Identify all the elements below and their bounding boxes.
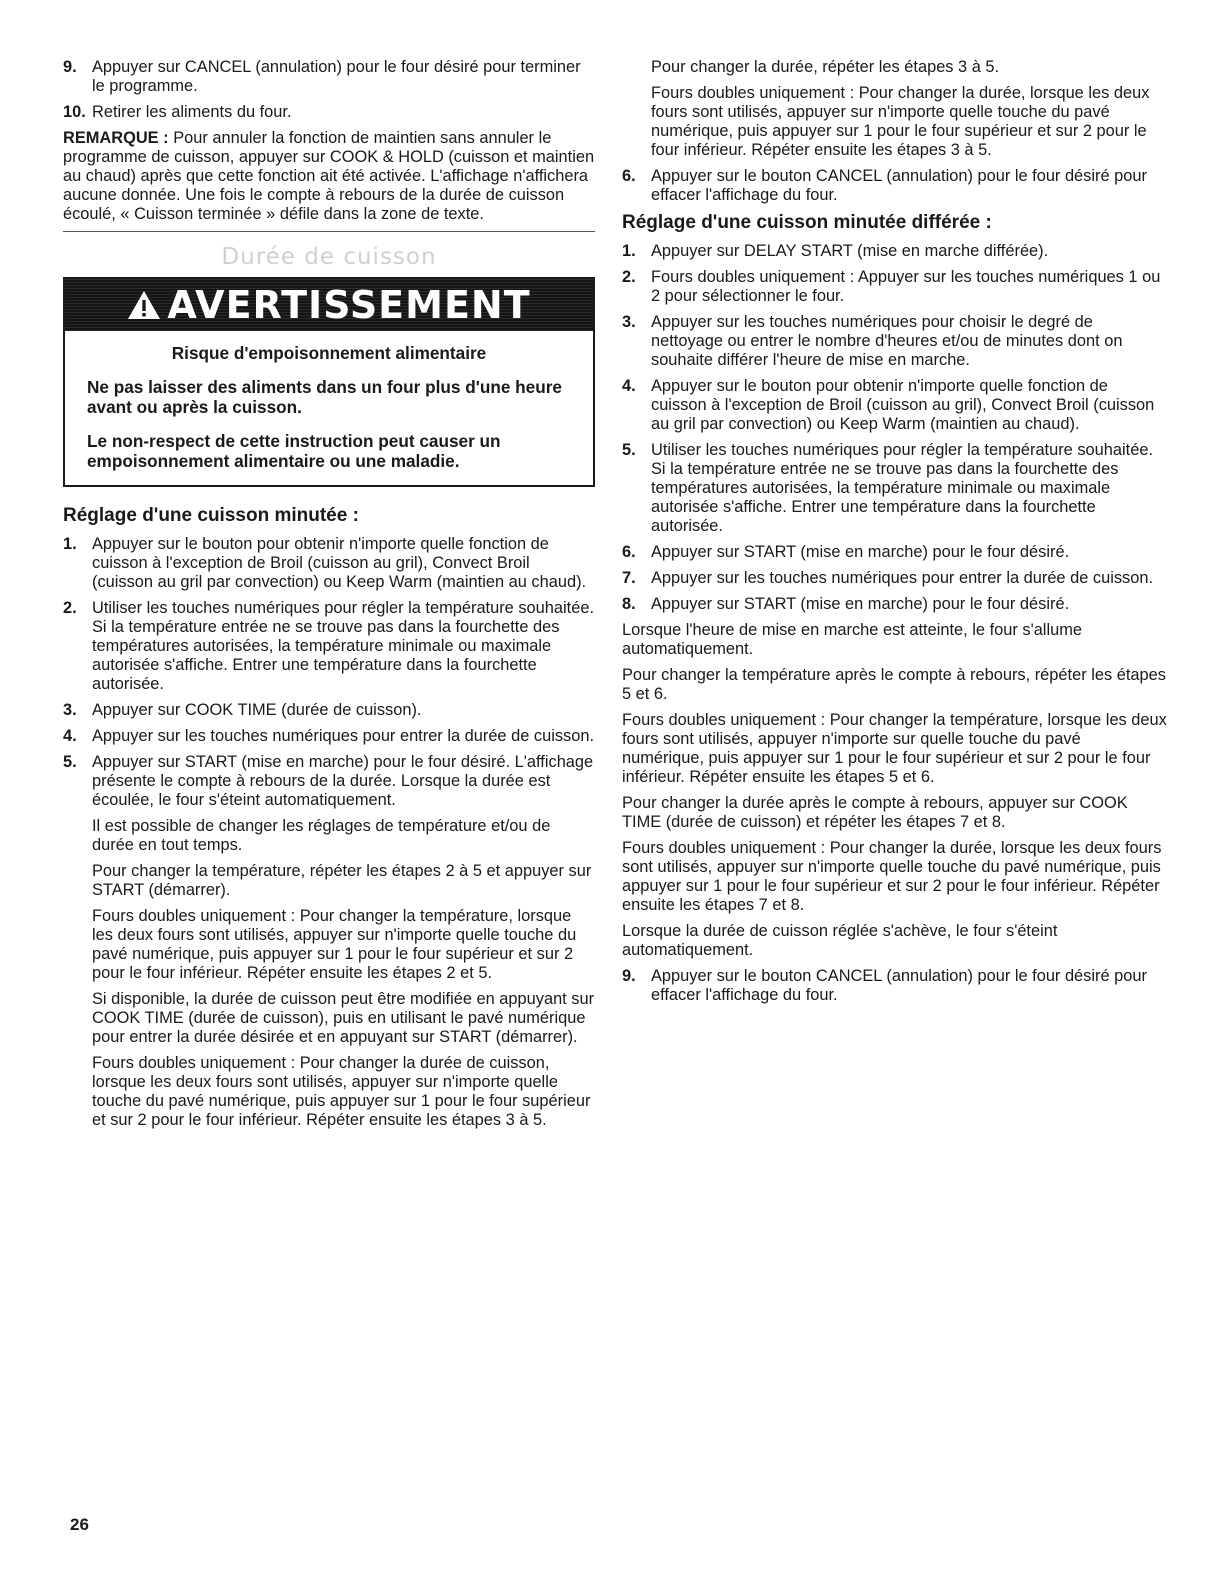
- item-text: Appuyer sur START (mise en marche) pour le four désiré.: [651, 543, 1070, 561]
- section-title: Durée de cuisson: [221, 244, 437, 270]
- item-number: 10.: [63, 103, 86, 121]
- list-item: [63, 727, 595, 746]
- warning-title: AVERTISSEMENT: [167, 283, 531, 327]
- list-item: [63, 599, 595, 694]
- paragraph: Lorsque l'heure de mise en marche est atteinte, le four s'allume automatiquement.: [622, 621, 1082, 658]
- item-text: Fours doubles uniquement : Appuyer sur les touches numériques 1 ou 2 pour sélectionner le four.: [651, 268, 1161, 305]
- item-text: Appuyer sur CANCEL (annulation) pour le four désiré pour terminer le programme.: [92, 58, 581, 95]
- page-number: 26: [70, 1515, 89, 1534]
- item-text: Il est possible de changer les réglages de température et/ou de durée en tout temps.: [92, 817, 551, 854]
- item-text: Appuyer sur START (mise en marche) pour le four désiré. L'affichage présente le compte à rebours de la durée. Lorsque la durée est écoulée, le four s'éteint automatiquement.: [92, 753, 594, 809]
- paragraph: Pour changer la température après le compte à rebours, répéter les étapes 5 et 6.: [622, 666, 1166, 703]
- item-number: 6.: [622, 543, 636, 561]
- item-number: 5.: [622, 441, 636, 459]
- note-paragraph: [63, 129, 595, 224]
- section-heading: Réglage d'une cuisson minutée différée :: [622, 212, 992, 233]
- list-item: [63, 58, 595, 96]
- item-text: Pour changer la température, répéter les étapes 2 à 5 et appuyer sur START (démarrer).: [92, 862, 592, 899]
- note-label: REMARQUE :: [63, 129, 169, 147]
- paragraph: Fours doubles uniquement : Pour changer la durée, lorsque les deux fours sont utilisés, appuyer sur n'importe quelle touche du pavé numérique, puis appuyer sur 1 pour le four supérieur et sur 2 pour le four inférieur. Répéter ensuite les étapes 7 et 8.: [622, 839, 1162, 914]
- section-heading: Réglage d'une cuisson minutée :: [63, 505, 359, 526]
- list-item: [622, 441, 1167, 536]
- item-number: 1.: [63, 535, 77, 553]
- item-text: Appuyer sur le bouton CANCEL (annulation) pour le four désiré pour effacer l'affichage du four.: [651, 967, 1147, 1004]
- item-number: 8.: [622, 595, 636, 613]
- warning-box: [63, 277, 595, 487]
- warning-consequence: Le non-respect de cette instruction peut causer un empoisonnement alimentaire ou une maladie.: [87, 431, 501, 471]
- item-text: Appuyer sur DELAY START (mise en marche différée).: [651, 242, 1049, 260]
- list-item: [622, 543, 1167, 562]
- warning-header: [65, 279, 593, 331]
- divider: [63, 231, 595, 232]
- item-number: 2.: [63, 599, 77, 617]
- right-column: [622, 58, 1167, 1012]
- item-number: 5.: [63, 753, 77, 771]
- paragraph: Pour changer la durée après le compte à rebours, appuyer sur COOK TIME (durée de cuisson) et répéter les étapes 7 et 8.: [622, 794, 1128, 831]
- list-item: [622, 967, 1167, 1005]
- list-item: [63, 753, 595, 1130]
- item-number: 2.: [622, 268, 636, 286]
- warning-hazard: Risque d'empoisonnement alimentaire: [171, 343, 487, 363]
- warning-triangle-icon: [127, 281, 161, 333]
- list-item: [63, 701, 595, 720]
- item-number: 1.: [622, 242, 636, 260]
- item-text: Appuyer sur les touches numériques pour entrer la durée de cuisson.: [92, 727, 595, 745]
- item-text: Si disponible, la durée de cuisson peut être modifiée en appuyant sur COOK TIME (durée de cuisson), puis en utilisant le pavé numérique pour entrer la durée désirée et en appuyant sur START (démarrer).: [92, 990, 595, 1046]
- list-item: [622, 595, 1167, 614]
- paragraph: Pour changer la durée, répéter les étapes 3 à 5.: [651, 58, 1000, 76]
- warning-instruction: Ne pas laisser des aliments dans un four plus d'une heure avant ou après la cuisson.: [87, 377, 562, 417]
- item-text: Retirer les aliments du four.: [92, 103, 292, 121]
- item-text: Appuyer sur le bouton CANCEL (annulation) pour le four désiré pour effacer l'affichage du four.: [651, 167, 1147, 204]
- item-text: Appuyer sur les touches numériques pour entrer la durée de cuisson.: [651, 569, 1154, 587]
- list-item: [622, 569, 1167, 588]
- item-text: Utiliser les touches numériques pour régler la température souhaitée. Si la température entrée ne se trouve pas dans la fourchette des températures autorisées, la température minimale ou maximale autorisée s'affiche. Entrer une température dans la fourchette autorisée.: [92, 599, 594, 693]
- item-text: Appuyer sur COOK TIME (durée de cuisson).: [92, 701, 422, 719]
- paragraph: Fours doubles uniquement : Pour changer la température, lorsque les deux fours sont utilisés, appuyer n'importe sur quelle touche du pavé numérique, puis appuyer sur 1 pour le four supérieur et sur 2 pour le four inférieur. Répéter ensuite les étapes 5 et 6.: [622, 711, 1167, 786]
- list-item: [622, 268, 1167, 306]
- paragraph: Fours doubles uniquement : Pour changer la durée, lorsque les deux fours sont utilisés, appuyer sur n'importe quelle touche du pavé numérique, puis appuyer sur 1 pour le four supérieur et sur 2 pour le four inférieur. Répéter ensuite les étapes 3 à 5.: [651, 84, 1150, 159]
- item-number: 6.: [622, 167, 636, 185]
- item-text: Fours doubles uniquement : Pour changer la durée de cuisson, lorsque les deux fours sont utilisés, appuyer sur n'importe quelle touche du pavé numérique, puis appuyer sur 1 pour le four supérieur et sur 2 pour le four inférieur. Répéter ensuite les étapes 3 à 5.: [92, 1054, 591, 1129]
- list-item: [622, 313, 1167, 370]
- item-text: Appuyer sur le bouton pour obtenir n'importe quelle fonction de cuisson à l'exception de Broil (cuisson au gril), Convect Broil (cuisson au gril par convection) ou Keep Warm (maintien au chaud).: [92, 535, 587, 591]
- list-item: [63, 103, 595, 122]
- item-number: 4.: [622, 377, 636, 395]
- item-text: Appuyer sur le bouton pour obtenir n'importe quelle fonction de cuisson à l'exception de Broil (cuisson au gril), Convect Broil (cuisson au gril par convection) ou Keep Warm (maintien au chaud).: [651, 377, 1155, 433]
- item-number: 3.: [63, 701, 77, 719]
- item-number: 7.: [622, 569, 636, 587]
- list-item: [622, 377, 1167, 434]
- item-number: 9.: [63, 58, 77, 76]
- item-text: Appuyer sur START (mise en marche) pour le four désiré.: [651, 595, 1070, 613]
- warning-body: [65, 331, 593, 485]
- item-text: Fours doubles uniquement : Pour changer la température, lorsque les deux fours sont utilisés, appuyer sur n'importe quelle touche du pavé numérique, puis appuyer sur 1 pour le four supérieur et sur 2 pour le four inférieur. Répéter ensuite les étapes 2 et 5.: [92, 907, 577, 982]
- list-item: [63, 535, 595, 592]
- list-item: [622, 167, 1167, 205]
- item-number: 4.: [63, 727, 77, 745]
- note-text: Pour annuler la fonction de maintien sans annuler le programme de cuisson, appuyer sur COOK & HOLD (cuisson et maintien au chaud) après que cette fonction ait été activée. L'affichage n'affichera aucune donnée. Une fois le compte à rebours de la durée de cuisson écoulé, « Cuisson terminée » défile dans la zone de texte.: [63, 129, 595, 223]
- item-text: Appuyer sur les touches numériques pour choisir le degré de nettoyage ou entrer le nombre d'heures et/ou de minutes dont on souhaite différer l'heure de mise en marche.: [651, 313, 1123, 369]
- paragraph: Lorsque la durée de cuisson réglée s'achève, le four s'éteint automatiquement.: [622, 922, 1058, 959]
- left-column: [63, 58, 595, 1137]
- item-number: 9.: [622, 967, 636, 985]
- list-item: [622, 242, 1167, 261]
- item-text: Utiliser les touches numériques pour régler la température souhaitée. Si la température entrée ne se trouve pas dans la fourchette des températures autorisées, la température minimale ou maximale autorisée s'affiche. Entrer une température dans la fourchette autorisée.: [651, 441, 1153, 535]
- item-number: 3.: [622, 313, 636, 331]
